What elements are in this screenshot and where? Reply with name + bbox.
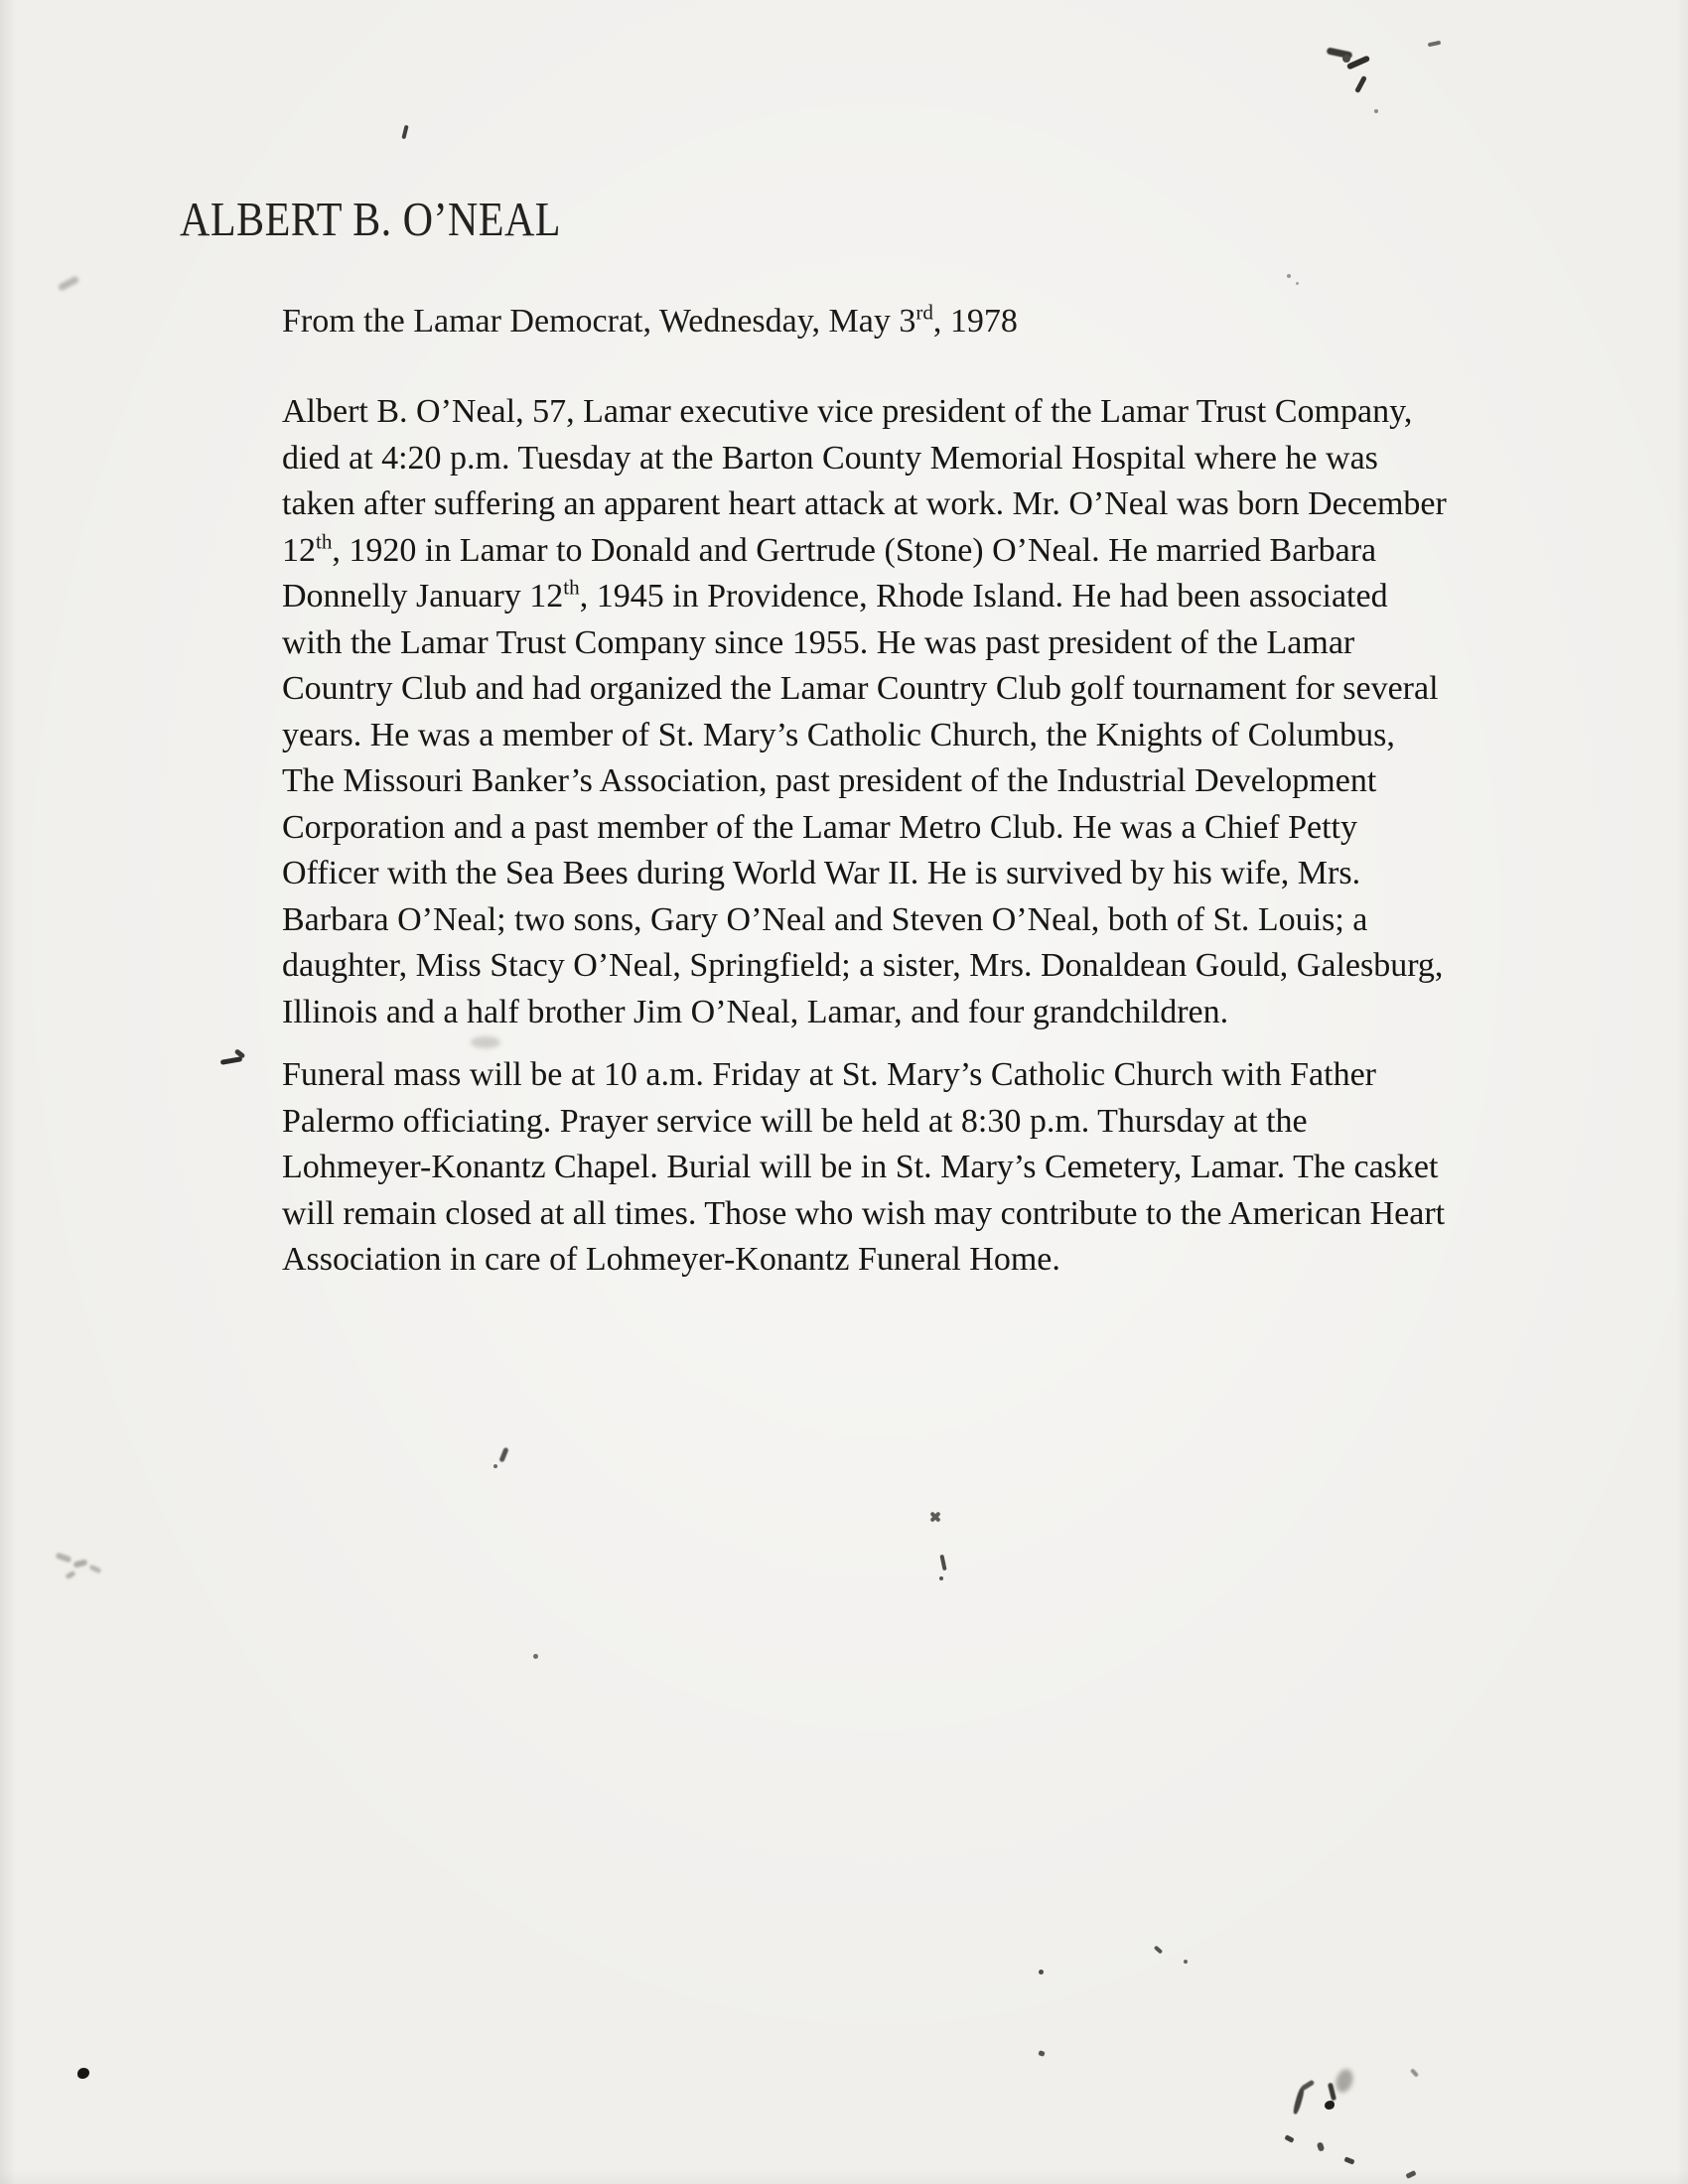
ink-speck [939,1576,943,1580]
ink-speck [401,125,408,140]
ink-speck [498,1447,508,1463]
ink-speck [1410,2068,1419,2077]
ink-speck [1287,274,1291,278]
scan-smudge [89,1565,102,1574]
ink-speck [493,1464,497,1468]
scan-smudge [65,1570,75,1579]
pen-fleck [1301,2080,1316,2092]
scan-smudge [72,1559,87,1568]
ink-speck [533,1654,538,1659]
scan-smudge [55,1552,71,1563]
ink-speck [1343,2156,1354,2164]
pen-fleck [1292,2087,1305,2116]
scan-smudge [471,1036,500,1048]
pen-squiggle-mark [1342,55,1350,63]
ink-speck [1284,2134,1294,2143]
ink-speck [1038,2050,1045,2057]
page-title: ALBERT B. O’NEAL [180,192,561,246]
ink-blot [77,2068,89,2079]
ink-speck [1317,2141,1325,2151]
pen-arrow-mark [220,1056,243,1065]
pen-squiggle-mark [1354,75,1367,93]
source-line: From the Lamar Democrat, Wednesday, May 3rd, 1978 [282,300,1018,340]
scan-smudge [1334,2067,1356,2095]
obituary-paragraph: Albert B. O’Neal, 57, Lamar executive vice president of the Lamar Trust Company, died at 4:20 p.m. Tuesday at the Barton County Memorial Hospital where he was taken after suffering an apparent heart attack at work. Mr. O’Neal was born December 12th, 1920 in Lamar to Donald and Gertrude (Stone) O’Neal. He married Barbara Donnelly January 12th, 1945 in Providence, Rhode Island. He had been associated with the Lamar Trust Company since 1955. He was past president of the Lamar Country Club and had organized the Lamar Country Club golf tournament for several years. He was a member of St. Mary’s Catholic Church, the Knights of Columbus, The Missouri Banker’s Association, past president of the Industrial Development Corporation and a past member of the Lamar Metro Club. He was a Chief Petty Officer with the Sea Bees during World War II. He is survived by his wife, Mrs. Barbara O’Neal; two sons, Gary O’Neal and Steven O’Neal, both of St. Louis; a daughter, Miss Stacy O’Neal, Springfield; a sister, Mrs. Donaldean Gould, Galesburg, Illinois and a half brother Jim O’Neal, Lamar, and four grandchildren. [282,393,1447,1030]
ink-speck [1296,282,1299,285]
ink-speck [1154,1946,1163,1955]
ink-speck [939,1555,946,1570]
ink-speck [1428,41,1442,48]
ink-speck [1374,109,1378,113]
scan-smudge [58,275,80,292]
ink-speck [1184,1960,1188,1964]
ink-blot [1325,2101,1335,2110]
funeral-arrangements-paragraph: Funeral mass will be at 10 a.m. Friday at St. Mary’s Catholic Church with Father Palermo officiating. Prayer service will be held at 8:30 p.m. Thursday at the Lohmeyer-Konantz Chapel. Burial will be in St. Mary’s Cemetery, Lamar. The casket will remain closed at all times. Those who wish may contribute to the American Heart Association in care of Lohmeyer-Konantz Funeral Home. [282,1056,1446,1278]
ink-speck [1039,1970,1044,1975]
ink-speck [1405,2170,1416,2179]
